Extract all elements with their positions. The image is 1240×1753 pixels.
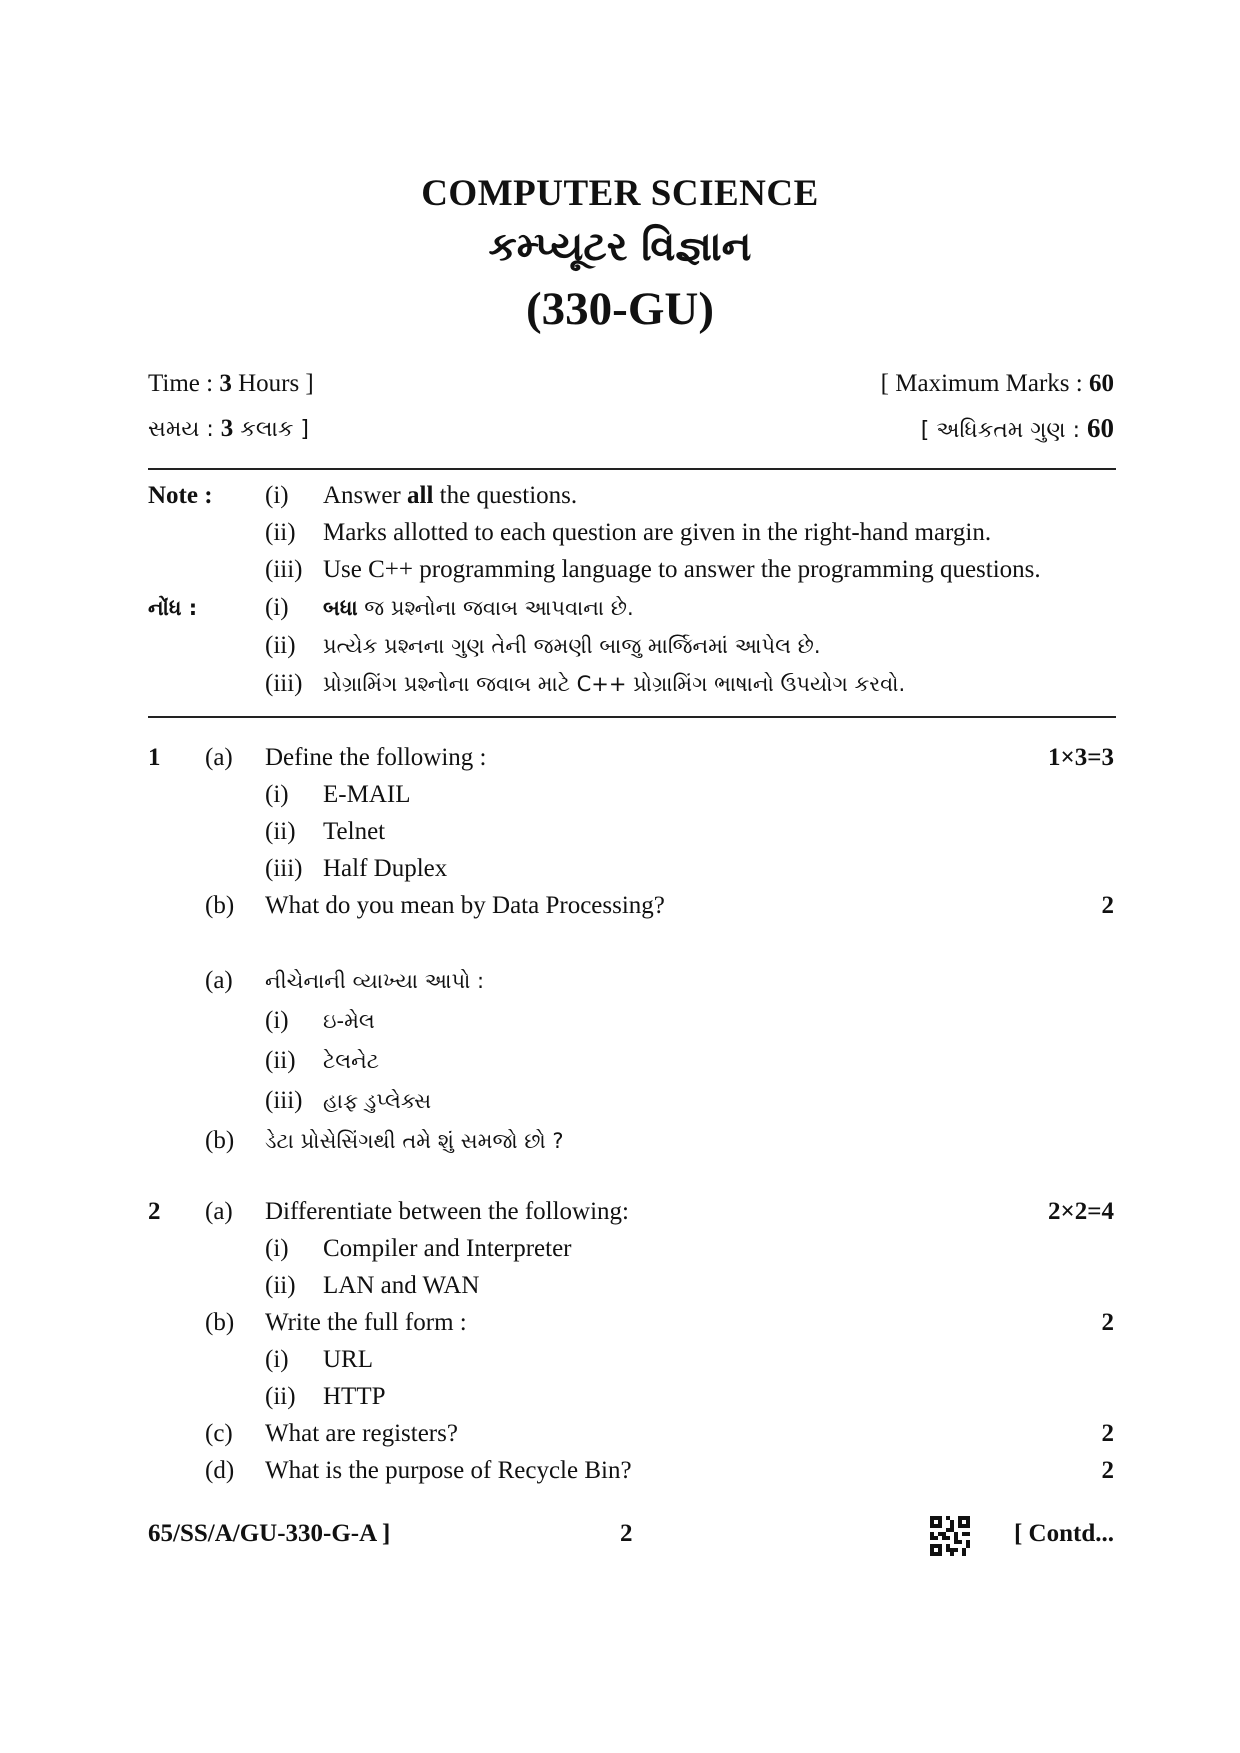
note-gu-1-post: જ પ્રશ્નોના જવાબ આપવાના છે. bbox=[357, 596, 634, 620]
q1a-gu-label: (a) bbox=[205, 967, 233, 994]
q2c-label: (c) bbox=[205, 1420, 233, 1447]
note-en-3-text: Use C++ programming language to answer the programming questions. bbox=[323, 556, 1041, 583]
divider-top bbox=[148, 468, 1116, 470]
note-gu-label: નોંધ : bbox=[148, 596, 198, 620]
q1a-gu-item-3-text: હાફ ડુપ્લેક્સ bbox=[323, 1089, 432, 1113]
q2b-marks: 2 bbox=[1101, 1309, 1114, 1336]
note-gu-3-num: (iii) bbox=[265, 670, 303, 697]
q2a-item-2-text: LAN and WAN bbox=[323, 1272, 480, 1299]
note-en-1-text bbox=[323, 482, 577, 510]
note-gu-3-text: પ્રોગ્રામિંગ પ્રશ્નોના જવાબ માટે C++ પ્રોગ્રામિંગ ભાષાનો ઉપયોગ કરવો. bbox=[323, 672, 906, 696]
q2a-item-1-text: Compiler and Interpreter bbox=[323, 1235, 572, 1262]
q2b-item-1-text: URL bbox=[323, 1346, 373, 1373]
q2b-text: Write the full form : bbox=[265, 1309, 467, 1336]
q1a-item-3-text: Half Duplex bbox=[323, 855, 448, 882]
max-marks-english bbox=[881, 370, 1114, 398]
q2b-item-2-text: HTTP bbox=[323, 1383, 386, 1410]
note-gu-1-bold: બધા bbox=[323, 596, 358, 620]
q2c-text: What are registers? bbox=[265, 1420, 458, 1447]
q1a-text: Define the following : bbox=[265, 744, 487, 771]
q1a-item-2-text: Telnet bbox=[323, 818, 386, 845]
marks-label: [ Maximum Marks : bbox=[880, 370, 1083, 397]
note-en-1-bold: all bbox=[407, 482, 434, 509]
time-english bbox=[148, 370, 314, 398]
max-marks-gujarati bbox=[921, 413, 1114, 444]
time-gujarati bbox=[148, 415, 309, 443]
time-unit: Hours ] bbox=[238, 370, 314, 397]
title-english: COMPUTER SCIENCE bbox=[421, 173, 819, 214]
q1b-label: (b) bbox=[205, 892, 235, 919]
note-en-2-text: Marks allotted to each question are given in the right-hand margin. bbox=[323, 519, 992, 546]
q1a-gu-item-3-num: (iii) bbox=[265, 1087, 303, 1114]
q1b-text: What do you mean by Data Processing? bbox=[265, 892, 665, 919]
time-gu-unit: કલાક ] bbox=[240, 417, 309, 442]
q2b-label: (b) bbox=[205, 1309, 235, 1336]
q1a-gu-item-1-text: ઇ-મેલ bbox=[323, 1009, 375, 1033]
q2a-marks: 2×2=4 bbox=[1048, 1198, 1114, 1225]
time-gu-label: સમય : bbox=[148, 417, 214, 442]
q2c-marks: 2 bbox=[1101, 1420, 1114, 1447]
q2d-marks: 2 bbox=[1101, 1457, 1114, 1484]
q1b-marks: 2 bbox=[1101, 892, 1114, 919]
note-gu-1-text bbox=[323, 596, 634, 621]
q2b-item-1-num: (i) bbox=[265, 1346, 289, 1373]
paper-code: 65/SS/A/GU-330-G-A ] bbox=[148, 1520, 391, 1547]
q1a-gu-item-2-num: (ii) bbox=[265, 1047, 296, 1074]
note-en-1-pre: Answer bbox=[323, 482, 408, 509]
q1a-label: (a) bbox=[205, 744, 233, 771]
q1a-item-1-num: (i) bbox=[265, 781, 289, 808]
q1a-gu-item-2-text: ટેલનેટ bbox=[323, 1049, 379, 1073]
subject-code: (330-GU) bbox=[526, 283, 714, 335]
note-en-1-num: (i) bbox=[265, 482, 289, 509]
time-gu-value: 3 bbox=[220, 415, 234, 442]
q2d-label: (d) bbox=[205, 1457, 235, 1484]
q1b-gu-text: ડેટા પ્રોસેસિંગથી તમે શું સમજો છો ? bbox=[265, 1129, 564, 1153]
q2a-text: Differentiate between the following: bbox=[265, 1198, 629, 1225]
divider-bottom bbox=[148, 716, 1116, 718]
q1a-marks: 1×3=3 bbox=[1048, 744, 1114, 771]
note-en-3-num: (iii) bbox=[265, 556, 303, 583]
q2a-item-1-num: (i) bbox=[265, 1235, 289, 1262]
continued-label: [ Contd... bbox=[1013, 1520, 1114, 1547]
time-value: 3 bbox=[219, 370, 232, 397]
q2b-item-2-num: (ii) bbox=[265, 1383, 296, 1410]
note-gu-1-num: (i) bbox=[265, 594, 289, 621]
note-gu-2-text: પ્રત્યેક પ્રશ્નના ગુણ તેની જમણી બાજુ માર્જિનમાં આપેલ છે. bbox=[323, 634, 821, 658]
q1a-gu-text: નીચેનાની વ્યાખ્યા આપો : bbox=[265, 969, 485, 993]
marks-gu-value: 60 bbox=[1087, 413, 1114, 443]
q1a-item-3-num: (iii) bbox=[265, 855, 303, 882]
q1a-item-1-text: E-MAIL bbox=[323, 781, 411, 808]
note-gu-2-num: (ii) bbox=[265, 632, 296, 659]
note-label: Note : bbox=[148, 482, 213, 509]
q2d-text: What is the purpose of Recycle Bin? bbox=[265, 1457, 632, 1484]
q2-number: 2 bbox=[148, 1198, 161, 1225]
title-gujarati: કમ્પ્યૂટર વિજ્ઞાન bbox=[488, 224, 752, 270]
note-en-1-post: the questions. bbox=[433, 482, 578, 509]
q2a-item-2-num: (ii) bbox=[265, 1272, 296, 1299]
q1a-gu-item-1-num: (i) bbox=[265, 1007, 289, 1034]
marks-value: 60 bbox=[1089, 370, 1114, 397]
q2a-label: (a) bbox=[205, 1198, 233, 1225]
qr-code-icon bbox=[930, 1516, 970, 1556]
page-number: 2 bbox=[620, 1520, 633, 1547]
note-en-2-num: (ii) bbox=[265, 519, 296, 546]
q1a-item-2-num: (ii) bbox=[265, 818, 296, 845]
q1b-gu-label: (b) bbox=[205, 1127, 235, 1154]
marks-gu-label: [ અધિકતમ ગુણ : bbox=[920, 418, 1080, 443]
q1-number: 1 bbox=[148, 744, 161, 771]
time-label: Time : bbox=[148, 370, 214, 397]
